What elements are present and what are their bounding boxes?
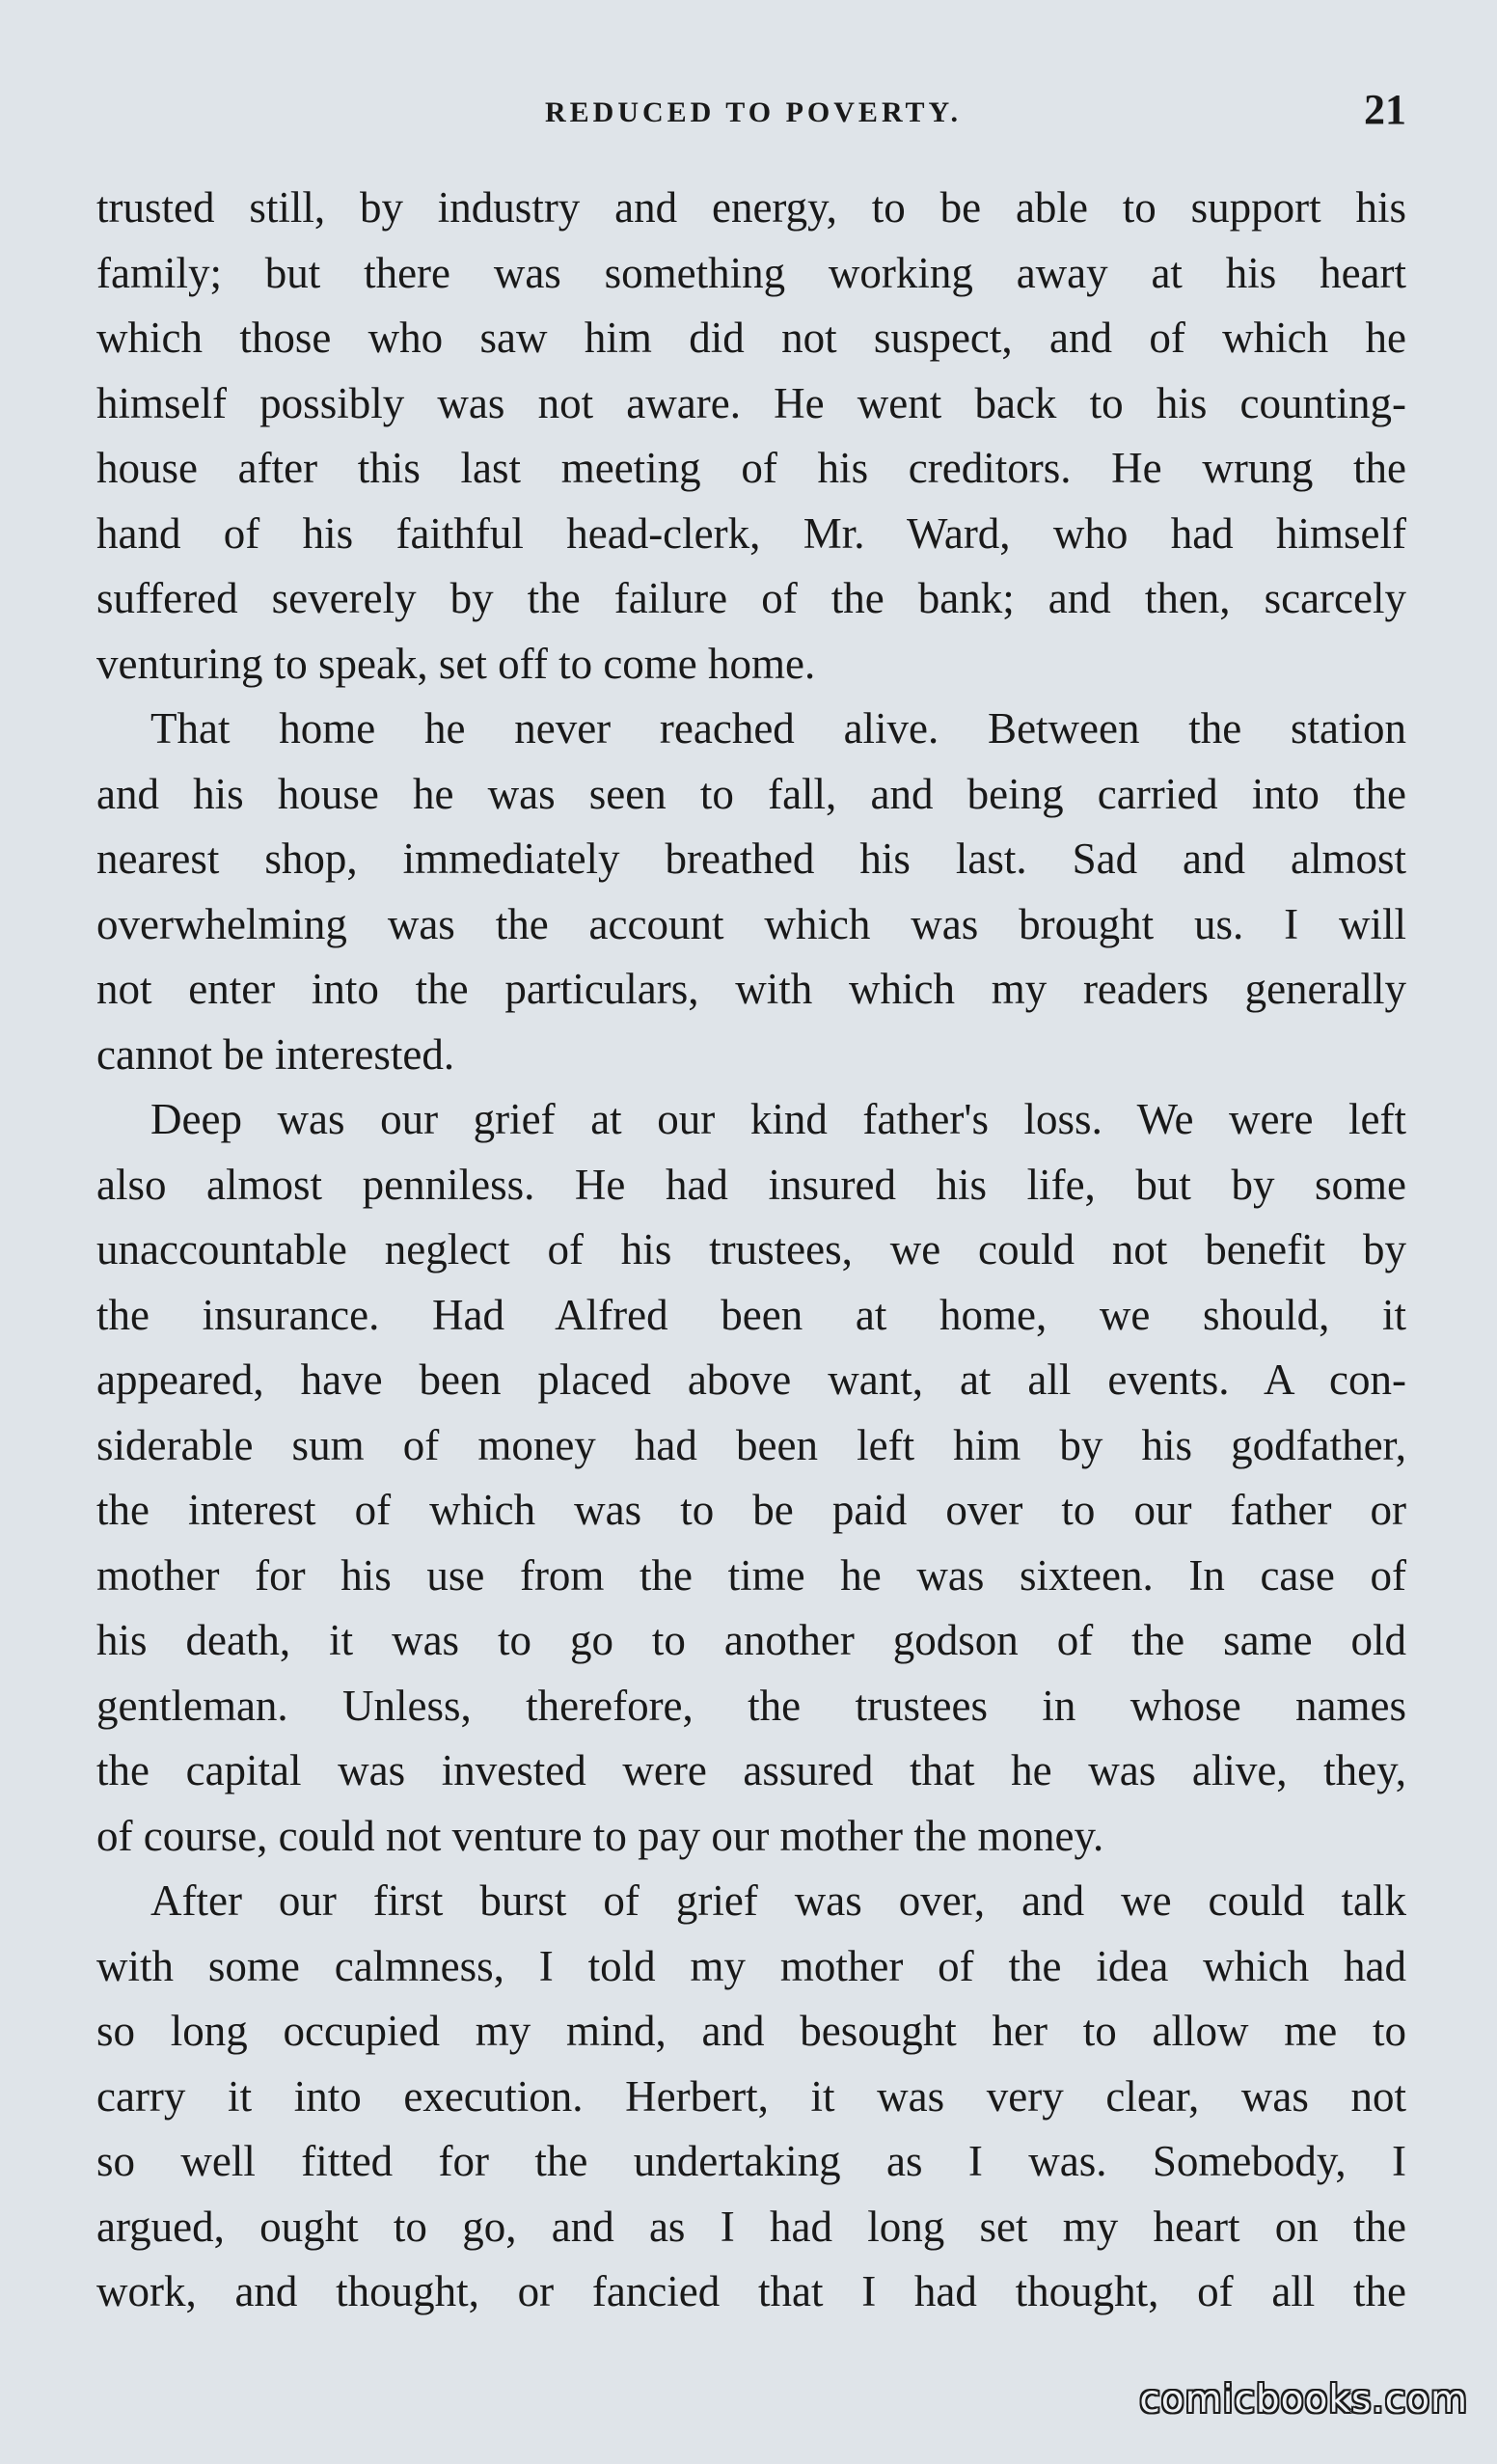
body-text — [96, 176, 1406, 2325]
text-line: appeared, have been placed above want, at all events. A con- — [96, 1355, 1406, 1404]
text-line: mother for his use from the time he was sixteen. In case of — [96, 1550, 1406, 1600]
paragraph-2 — [96, 697, 1406, 1087]
text-line: hand of his faithful head-clerk, Mr. Ward, who had himself — [96, 508, 1406, 558]
text-line: trusted still, by industry and energy, to be able to support his — [96, 183, 1406, 232]
text-line: unaccountable neglect of his trustees, we could not benefit by — [96, 1225, 1406, 1273]
text-line: of course, could not venture to pay our mother the money. — [96, 1811, 1104, 1860]
text-line: the capital was invested were assured that he was alive, they, — [96, 1746, 1406, 1794]
text-line: also almost penniless. He had insured his life, but by some — [96, 1160, 1406, 1209]
text-line: the insurance. Had Alfred been at home, we should, it — [96, 1290, 1406, 1339]
page-number: 21 — [1364, 86, 1406, 133]
running-head — [100, 81, 1406, 139]
text-line: nearest shop, immediately breathed his last. Sad and almost — [96, 835, 1406, 883]
text-line: so long occupied my mind, and besought her to allow me to — [96, 2007, 1406, 2055]
text-line: gentleman. Unless, therefore, the trustees in whose names — [96, 1681, 1406, 1730]
text-line: family; but there was something working away at his heart — [96, 248, 1406, 297]
paragraph-1 — [96, 176, 1406, 697]
text-line: That home he never reached alive. Between the station — [150, 704, 1406, 753]
text-line: work, and thought, or fancied that I had thought, of all the — [96, 2267, 1406, 2315]
text-line: the interest of which was to be paid over to our father or — [96, 1486, 1406, 1534]
text-line: overwhelming was the account which was brought us. I will — [96, 899, 1406, 948]
text-line: cannot be interested. — [96, 1029, 455, 1079]
text-line: Deep was our grief at our kind father's loss. We were left — [150, 1095, 1406, 1143]
paragraph-3 — [96, 1087, 1406, 1869]
watermark: comicbooks.com — [1139, 2378, 1468, 2422]
text-line: After our first burst of grief was over, and we could talk — [150, 1876, 1406, 1925]
text-line: which those who saw him did not suspect, and of which he — [96, 314, 1406, 362]
text-line: and his house he was seen to fall, and being carried into the — [96, 769, 1406, 818]
text-line: himself possibly was not aware. He went back to his counting- — [96, 378, 1406, 427]
paragraph-4 — [96, 1869, 1406, 2325]
text-line: venturing to speak, set off to come home. — [96, 639, 816, 688]
text-line: not enter into the particulars, with which my readers generally — [96, 965, 1406, 1013]
text-line: house after this last meeting of his creditors. He wrung the — [96, 444, 1406, 492]
text-line: with some calmness, I told my mother of the idea which had — [96, 1941, 1406, 1990]
running-title: REDUCED TO POVERTY. — [545, 96, 962, 128]
text-line: his death, it was to go to another godson of the same old — [96, 1616, 1406, 1664]
text-line: so well fitted for the undertaking as I was. Somebody, I — [96, 2137, 1406, 2185]
text-line: suffered severely by the failure of the bank; and then, scarcely — [96, 574, 1406, 622]
text-line: carry it into execution. Herbert, it was very clear, was not — [96, 2071, 1406, 2121]
text-line: siderable sum of money had been left him by his godfather, — [96, 1420, 1406, 1469]
text-line: argued, ought to go, and as I had long set my heart on the — [96, 2202, 1406, 2251]
